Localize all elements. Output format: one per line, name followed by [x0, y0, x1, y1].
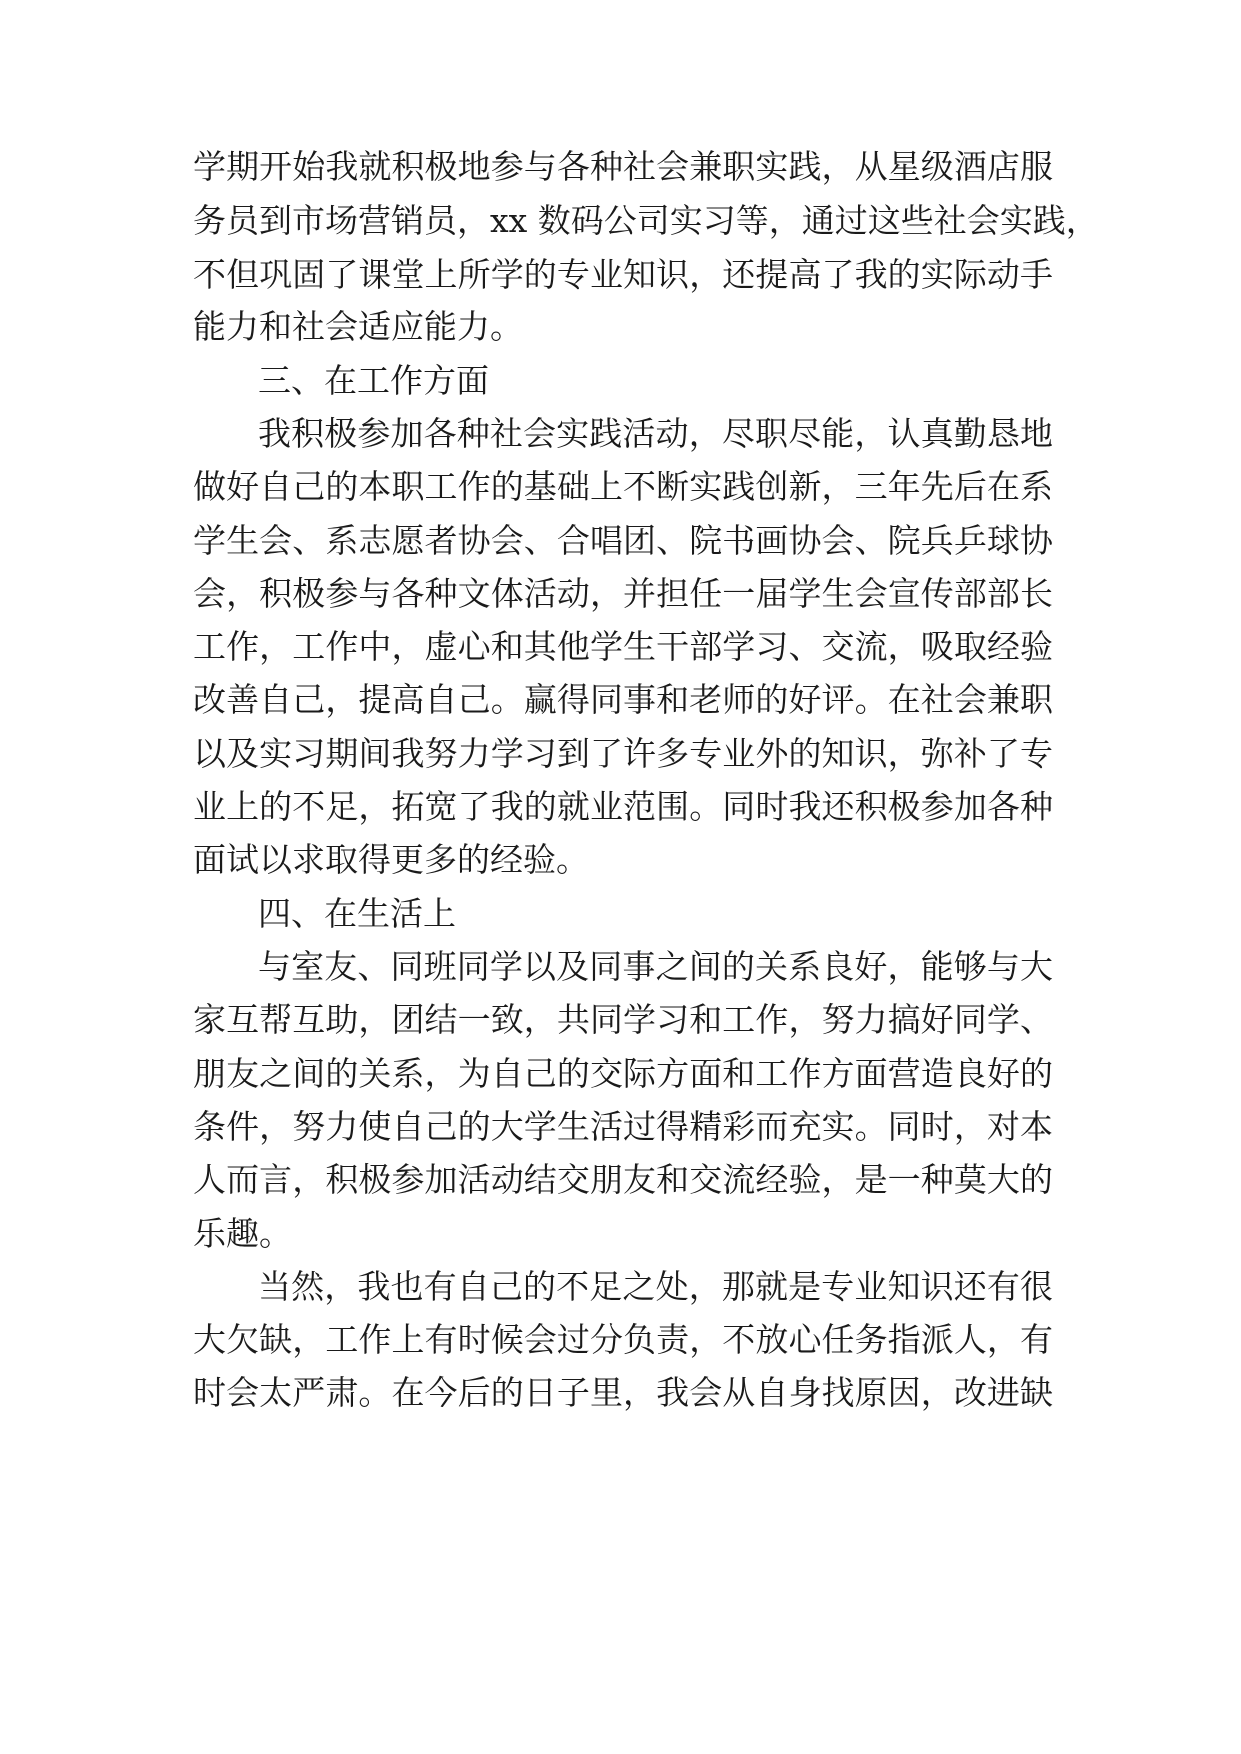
- text-line: 乐趣。: [193, 1214, 292, 1253]
- text-line: 人而言，积极参加活动结交朋友和交流经验，是一种莫大的: [193, 1160, 1053, 1199]
- text-line: 朋友之间的关系，为自己的交际方面和工作方面营造良好的: [193, 1054, 1053, 1093]
- text-line: 工作，工作中，虚心和其他学生干部学习、交流，吸取经验: [193, 627, 1053, 666]
- text-line: 不但巩固了课堂上所学的专业知识，还提高了我的实际动手: [193, 255, 1053, 294]
- text-line: 学期开始我就积极地参与各种社会兼职实践，从星级酒店服: [193, 147, 1053, 186]
- text-line: 当然，我也有自己的不足之处，那就是专业知识还有很: [258, 1267, 1053, 1306]
- text-line: 能力和社会适应能力。: [193, 307, 523, 346]
- text-line: 业上的不足，拓宽了我的就业范围。同时我还积极参加各种: [193, 787, 1053, 826]
- section-heading: 四、在生活上: [258, 894, 456, 933]
- text-line: 改善自己，提高自己。赢得同事和老师的好评。在社会兼职: [193, 680, 1053, 719]
- text-line: 会，积极参与各种文体活动，并担任一届学生会宣传部部长: [193, 574, 1053, 613]
- text-line: 以及实习期间我努力学习到了许多专业外的知识，弥补了专: [193, 734, 1053, 773]
- text-line: 时会太严肃。在今后的日子里，我会从自身找原因，改进缺: [193, 1373, 1053, 1412]
- text-line: 面试以求取得更多的经验。: [193, 840, 589, 879]
- text-line: 家互帮互助，团结一致，共同学习和工作，努力搞好同学、: [193, 1000, 1053, 1039]
- text-line: 条件，努力使自己的大学生活过得精彩而充实。同时，对本: [193, 1107, 1053, 1146]
- text-line: 做好自己的本职工作的基础上不断实践创新，三年先后在系: [193, 467, 1053, 506]
- section-heading: 三、在工作方面: [258, 361, 489, 400]
- text-line: 务员到市场营销员，xx 数码公司实习等，通过这些社会实践，: [193, 201, 1099, 240]
- text-line: 学生会、系志愿者协会、合唱团、院书画协会、院兵乒球协: [193, 521, 1053, 560]
- text-line: 大欠缺，工作上有时候会过分负责，不放心任务指派人，有: [193, 1320, 1053, 1359]
- text-line: 与室友、同班同学以及同事之间的关系良好，能够与大: [258, 947, 1053, 986]
- text-line: 我积极参加各种社会实践活动，尽职尽能，认真勤恳地: [258, 414, 1053, 453]
